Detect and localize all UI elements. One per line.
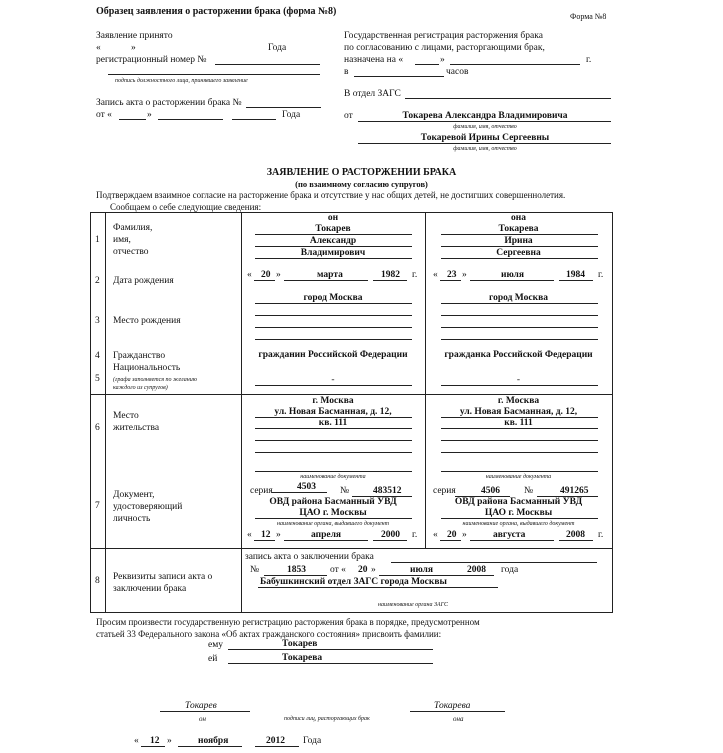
field-birthdate: Дата рождения — [113, 276, 174, 286]
applicant-1-name: Токарева Александра Владимировича — [402, 111, 568, 121]
accepted-close-quote: » — [131, 43, 136, 53]
applicant-2-caption: фамилия, имя, отчество — [453, 146, 517, 152]
she-di-year: 2008 — [566, 530, 585, 540]
he-di-year: 2000 — [381, 530, 400, 540]
signature-she: Токарева — [434, 701, 471, 711]
divorce-record-close-quote: » — [147, 110, 152, 120]
he-di-close: » — [276, 530, 281, 540]
field-residence-1: Место — [113, 411, 139, 421]
applicant-2-name: Токаревой Ирины Сергеевны — [420, 133, 550, 143]
marriage-no-label: № — [250, 565, 260, 575]
he-last-name: Токарев — [315, 224, 351, 234]
signature-he-caption: он — [199, 715, 206, 723]
request-line-2: статьей 33 Федерального закона «Об актах гражданского состояния» присвоить фамилии: — [96, 629, 442, 639]
he-series-label: серия — [250, 486, 273, 496]
she-middle-name: Сергеевна — [496, 248, 541, 258]
field-id-1: Документ, — [113, 490, 155, 500]
date-close-quote: » — [167, 736, 172, 746]
field-nationality-note-2: каждого из супругов) — [113, 385, 168, 391]
she-series-label: серия — [433, 486, 456, 496]
request-her-surname: Токарева — [282, 653, 323, 663]
he-issuer-caption: наименование органа, выдавшего документ — [277, 521, 389, 527]
info-text: Сообщаем о себе следующие сведения: — [110, 202, 262, 212]
request-line-1: Просим произвести государственную регистрацию расторжения брака в порядке, предусмотренном — [96, 617, 480, 627]
reg-close-quote: » — [440, 55, 445, 65]
row-num-8: 8 — [95, 576, 100, 586]
she-di-g: г. — [598, 530, 604, 540]
she-bd-open: « — [433, 270, 438, 280]
he-address-1: г. Москва — [312, 396, 354, 406]
marriage-registry: Бабушкинский отдел ЗАГС города Москвы — [260, 577, 447, 587]
divorce-record-from: от « — [96, 110, 112, 120]
field-residence-2: жительства — [113, 423, 160, 433]
doc-title: Образец заявления о расторжении брака (форма №8) — [96, 6, 337, 17]
she-doc-caption: наименование документа — [485, 474, 552, 480]
marriage-record-label: запись акта о заключении брака — [245, 552, 374, 562]
she-issuer-caption: наименование органа, выдавшего документ — [462, 521, 575, 527]
date-open-quote: « — [134, 736, 139, 746]
reg-line-2: по согласованию с лицами, расторгающими брак, — [344, 43, 545, 53]
reg-line-3: назначена на « — [344, 55, 404, 65]
signatures-caption: подписи лиц, расторгающих брак — [284, 716, 370, 722]
he-doc-caption: наименование документа — [300, 474, 366, 480]
marriage-day: 20 — [358, 565, 368, 575]
she-last-name: Токарева — [498, 224, 539, 234]
he-issuer-1: ОВД района Басманный УВД — [269, 497, 397, 507]
she-di-day: 20 — [447, 530, 457, 540]
divorce-record-label: Запись акта о расторжении брака № — [96, 98, 242, 108]
she-issuer-2: ЦАО г. Москвы — [484, 508, 553, 518]
row-num-1: 1 — [95, 235, 100, 245]
field-nationality: Национальность — [113, 363, 181, 373]
she-address-2: ул. Новая Басманная, д. 12, — [459, 407, 578, 417]
reg-year-suffix: г. — [586, 55, 592, 65]
date-year: 2012 — [266, 736, 285, 746]
she-bd-year: 1984 — [566, 270, 585, 280]
date-day: 12 — [150, 736, 160, 746]
he-di-g: г. — [412, 530, 418, 540]
signature-she-caption: она — [453, 715, 464, 723]
marriage-close-quote: » — [371, 565, 376, 575]
she-number: 491265 — [560, 486, 589, 496]
row-num-7: 7 — [95, 501, 100, 511]
field-birthplace: Место рождения — [113, 316, 181, 326]
he-series: 4503 — [297, 482, 316, 492]
row-num-4: 4 — [95, 351, 100, 361]
field-name-3: отчество — [113, 247, 149, 257]
he-address-2: ул. Новая Басманная, д. 12, — [274, 407, 392, 417]
field-id-2: удостоверяющий — [113, 502, 183, 512]
she-bd-day: 23 — [447, 270, 457, 280]
row-num-5: 5 — [95, 374, 100, 384]
signature-he: Токарев — [185, 701, 217, 711]
he-issuer-2: ЦАО г. Москвы — [299, 508, 367, 518]
reg-at-label: в — [344, 67, 349, 77]
he-header: он — [327, 213, 339, 223]
field-name-2: имя, — [113, 235, 131, 245]
she-birthplace: город Москва — [489, 293, 548, 303]
form-number: Форма №8 — [570, 12, 607, 21]
request-him-surname: Токарев — [282, 639, 318, 649]
marriage-from-label: от « — [330, 565, 346, 575]
field-marriage-1: Реквизиты записи акта о — [113, 572, 213, 582]
request-him-label: ему — [208, 640, 223, 650]
marriage-registry-caption: наименование органа ЗАГС — [378, 602, 449, 608]
he-nationality: - — [331, 375, 335, 385]
he-bd-g: г. — [412, 270, 418, 280]
applicant-1-caption: фамилия, имя, отчество — [453, 124, 517, 130]
she-bd-g: г. — [598, 270, 604, 280]
official-signature-caption: подпись должностного лица, принявшего заявление — [115, 78, 248, 84]
reg-line-1: Государственная регистрация расторжения брака — [344, 31, 543, 41]
he-bd-year: 1982 — [381, 270, 400, 280]
she-di-month: августа — [493, 530, 526, 540]
she-bd-month: июля — [501, 270, 524, 280]
divorce-record-year: Года — [282, 110, 301, 120]
office-label: В отдел ЗАГС — [344, 89, 401, 99]
confirm-text: Подтверждаем взаимное согласие на расторжение брака и отсутствие у нас общих детей, не достигших совершеннолетия. — [96, 190, 566, 200]
she-first-name: Ирина — [504, 236, 533, 246]
from-label: от — [344, 111, 353, 121]
reg-number-label: регистрационный номер № — [96, 55, 207, 65]
he-address-3: кв. 111 — [318, 418, 348, 428]
he-di-open: « — [247, 530, 252, 540]
he-citizenship: гражданин Российской Федерации — [258, 350, 408, 360]
she-header: она — [511, 213, 526, 223]
she-number-label: № — [524, 486, 534, 496]
accepted-label: Заявление принято — [96, 31, 173, 41]
field-marriage-2: заключении брака — [113, 584, 187, 594]
date-year-suffix: Года — [303, 736, 322, 746]
he-bd-close: » — [276, 270, 281, 280]
he-number: 483512 — [373, 486, 402, 496]
she-issuer-1: ОВД района Басманный УВД — [454, 497, 583, 507]
statement-title: ЗАЯВЛЕНИЕ О РАСТОРЖЕНИИ БРАКА — [266, 167, 457, 178]
request-her-label: ей — [208, 654, 218, 664]
she-series: 4506 — [481, 486, 500, 496]
marriage-month: июля — [410, 565, 433, 575]
field-nationality-note-1: (графа заполняется по желанию — [113, 377, 197, 383]
she-di-open: « — [433, 530, 438, 540]
she-di-close: » — [462, 530, 467, 540]
marriage-year: 2008 — [467, 565, 486, 575]
field-id-3: личность — [113, 514, 151, 524]
row-num-3: 3 — [95, 316, 100, 326]
he-di-day: 12 — [261, 530, 271, 540]
date-month: ноября — [198, 736, 229, 746]
field-name-1: Фамилия, — [113, 223, 153, 233]
she-citizenship: гражданка Российской Федерации — [444, 350, 593, 360]
she-nationality: - — [516, 375, 521, 385]
he-birthplace: город Москва — [303, 293, 363, 303]
reg-hours-label: часов — [446, 67, 469, 77]
row-num-2: 2 — [95, 276, 100, 286]
field-citizenship: Гражданство — [113, 351, 166, 361]
marriage-no: 1853 — [287, 565, 306, 575]
he-first-name: Александр — [309, 236, 357, 246]
marriage-year-suffix: года — [501, 565, 519, 575]
he-number-label: № — [340, 486, 350, 496]
he-di-month: апреля — [311, 530, 342, 540]
she-address-1: г. Москва — [497, 396, 540, 406]
he-bd-month: марта — [317, 270, 343, 280]
he-middle-name: Владимирович — [300, 248, 366, 258]
he-bd-open: « — [247, 270, 252, 280]
accepted-open-quote: « — [96, 43, 101, 53]
she-bd-close: » — [462, 270, 467, 280]
statement-subtitle: (по взаимному согласию супругов) — [295, 179, 428, 189]
she-address-3: кв. 111 — [504, 418, 533, 428]
he-bd-day: 20 — [261, 270, 271, 280]
accepted-year-label: Года — [268, 43, 287, 53]
row-num-6: 6 — [95, 423, 100, 433]
